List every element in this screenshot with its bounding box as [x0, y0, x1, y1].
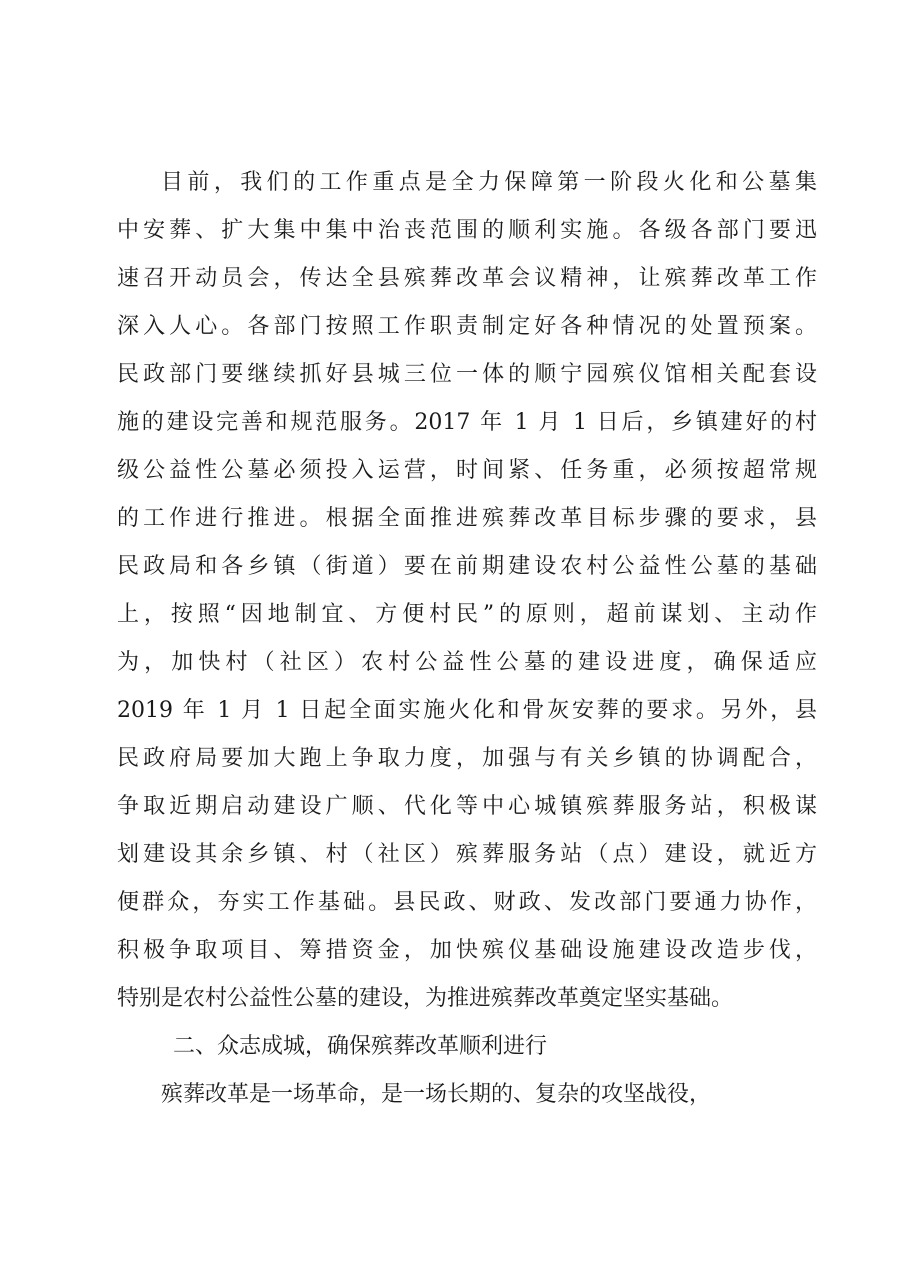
section-heading: 二、众志成城，确保殡葬改革顺利进行 — [173, 1034, 548, 1059]
paragraph-line: 深入人心。各部门按照工作职责制定好各种情况的处置预案。 — [117, 314, 817, 339]
paragraph-line: 2019 年 1 月 1 日起全面实施火化和骨灰安葬的要求。另外，县 — [117, 698, 817, 723]
paragraph-line: 为，加快村（社区）农村公益性公墓的建设进度，确保适应 — [117, 650, 817, 675]
paragraph-line: 民政部门要继续抓好县城三位一体的顺宁园殡仪馆相关配套设 — [117, 362, 817, 387]
paragraph-line: 划建设其余乡镇、村（社区）殡葬服务站（点）建设，就近方 — [117, 842, 817, 867]
paragraph-line: 目前，我们的工作重点是全力保障第一阶段火化和公墓集 — [161, 170, 817, 195]
paragraph-line: 上，按照“因地制宜、方便村民”的原则，超前谋划、主动作 — [117, 602, 817, 627]
paragraph-line: 级公益性公墓必须投入运营，时间紧、任务重，必须按超常规 — [117, 458, 817, 483]
paragraph-line: 民政府局要加大跑上争取力度，加强与有关乡镇的协调配合， — [117, 746, 817, 771]
document-body — [117, 159, 817, 1119]
paragraph-line: 殡葬改革是一场革命，是一场长期的、复杂的攻坚战役， — [161, 1082, 712, 1107]
paragraph-line: 特别是农村公益性公墓的建设，为推进殡葬改革奠定坚实基础。 — [117, 986, 734, 1011]
paragraph-line: 便群众，夯实工作基础。县民政、财政、发改部门要通力协作， — [117, 890, 817, 915]
paragraph-line: 民政局和各乡镇（街道）要在前期建设农村公益性公墓的基础 — [117, 554, 817, 579]
paragraph-line: 速召开动员会，传达全县殡葬改革会议精神，让殡葬改革工作 — [117, 266, 817, 291]
paragraph-line: 施的建设完善和规范服务。2017 年 1 月 1 日后，乡镇建好的村 — [117, 410, 817, 435]
paragraph-line: 积极争取项目、筹措资金，加快殡仪基础设施建设改造步伐， — [117, 938, 817, 963]
paragraph-line: 的工作进行推进。根据全面推进殡葬改革目标步骤的要求，县 — [117, 506, 817, 531]
paragraph-line: 中安葬、扩大集中集中治丧范围的顺利实施。各级各部门要迅 — [117, 218, 817, 243]
paragraph-line: 争取近期启动建设广顺、代化等中心城镇殡葬服务站，积极谋 — [117, 794, 817, 819]
